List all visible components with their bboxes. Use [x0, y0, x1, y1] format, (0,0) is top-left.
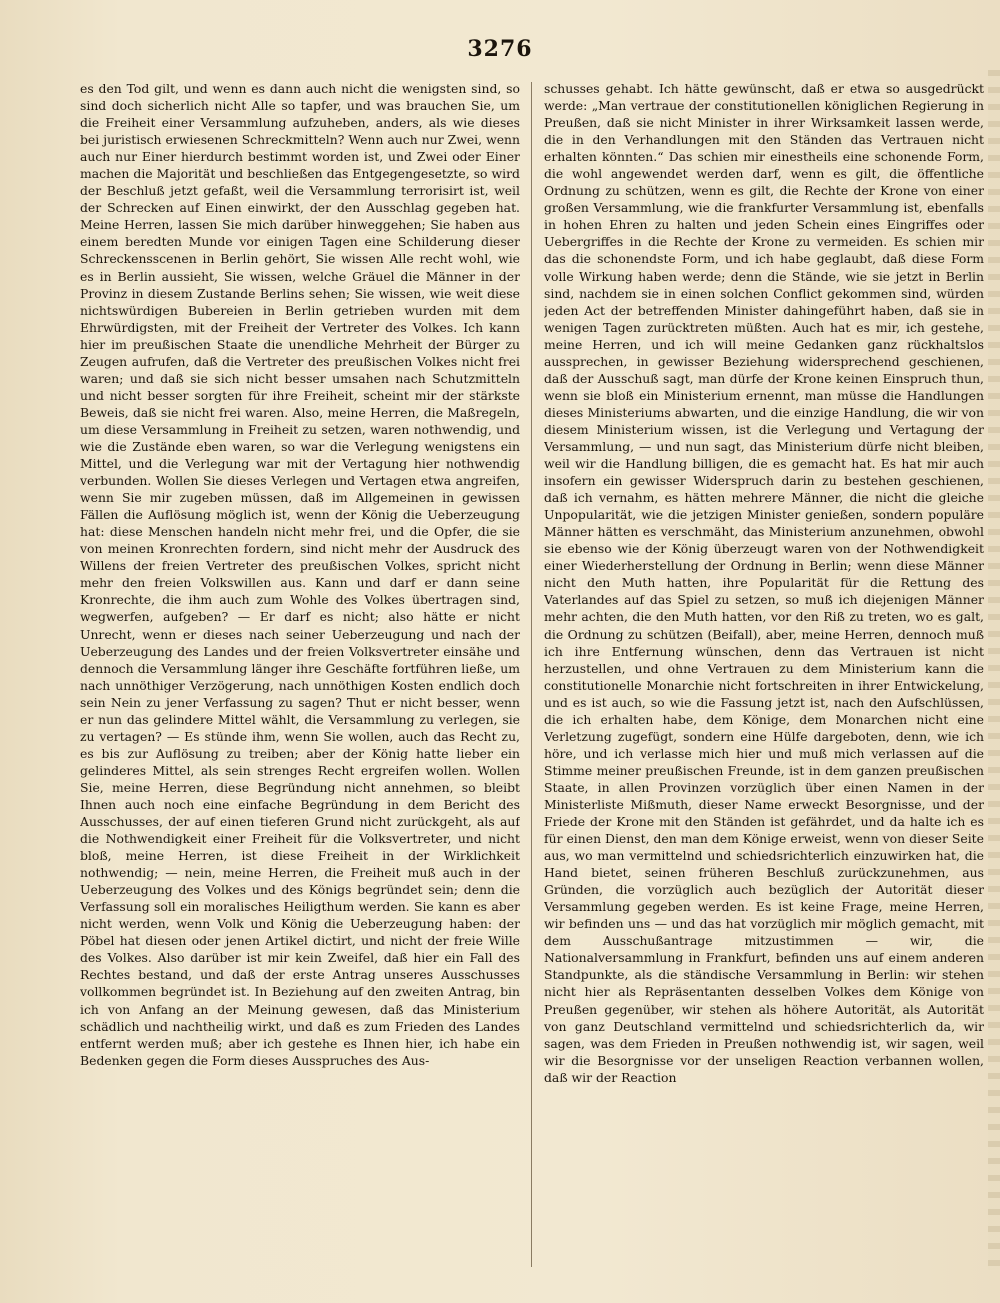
column-divider [531, 82, 532, 1267]
binding-edge [988, 70, 1000, 1270]
text-column-left [80, 80, 520, 1270]
text-column-right [544, 80, 984, 1270]
left-column-text: es den Tod gilt, und wenn es dann auch nicht die wenigsten sind, so sind doch sicherlich nicht Alle so tapfer, und was brauchen Sie, um die Freiheit einer Versammlung aufzuheben, anders, als wie dieses bei juristisch erwiesenen Schreckmitteln? Wenn auch nur Zwei, wenn auch nur Einer hierdurch bestimmt worden ist, und Zwei oder Einer machen die Majorität und beschließen das Entgegengesetzte, so wird der Beschluß jetzt gefaßt, weil die Versammlung terrorisirt ist, weil der Schrecken auf Einen einwirkt, der den Ausschlag gegeben hat. Meine Herren, lassen Sie mich darüber hinweggehen; Sie haben aus einem beredten Munde vor einigen Tagen eine Schilderung dieser Schreckensscenen in Berlin gehört, Sie wissen Alle recht wohl, wie es in Berlin aussieht, Sie wissen, welche Gräuel die Männer in der Provinz in diesem Zustande Berlins sehen; Sie wissen, wie weit diese nichtswürdigen Bubereien in Berlin getrieben wurden mit dem Ehrwürdigsten, mit der Freiheit der Vertreter des Volkes. Ich kann hier im preußischen Staate die unendliche Mehrheit der Bürger zu Zeugen aufrufen, daß die Vertreter des preußischen Volkes nicht frei waren; und daß sie sich nicht besser umsahen nach Schutzmitteln und nicht besser sorgten für ihre Freiheit, scheint mir der stärkste Beweis, daß sie nicht frei waren. Also, meine Herren, die Maßregeln, um diese Versammlung in Freiheit zu setzen, waren nothwendig, und wie die Zustände eben waren, so war die Verlegung wenigstens ein Mittel, und die Verlegung war mit der Vertagung hier nothwendig verbunden. Wollen Sie dieses Verlegen und Vertagen etwa angreifen, wenn Sie mir zugeben müssen, daß im Allgemeinen in gewissen Fällen die Auflösung möglich ist, wenn der König die Ueberzeugung hat: diese Menschen handeln nicht mehr frei, und die Opfer, die sie von meinen Kronrechten fordern, sind nicht mehr der Ausdruck des Willens der freien Vertreter des preußischen Volkes, spricht nicht mehr den freien Volkswillen aus. Kann und darf er dann seine Kronrechte, die ihm auch zum Wohle des Volkes übertragen sind, wegwerfen, aufgeben? — Er darf es nicht; also hätte er nicht Unrecht, wenn er dieses nach seiner Ueberzeugung und nach der Ueberzeugung des Landes und der freien Volksvertreter einsähe und dennoch die Versammlung länger ihre Geschäfte fortführen ließe, um nach unnöthiger Verzögerung, nach unnöthigen Kosten endlich doch sein Nein zu jener Verfassung zu sagen? Thut er nicht besser, wenn er nun das gelindere Mittel wählt, die Versammlung zu verlegen, sie zu vertagen? — Es stünde ihm, wenn Sie wollen, auch das Recht zu, es bis zur Auflösung zu treiben; aber der König hatte lieber ein gelinderes Mittel, als sein strenges Recht ergreifen wollen. Wollen Sie, meine Herren, diese Begründung nicht annehmen, so bleibt Ihnen auch noch eine einfache Begründung in dem Bericht des Ausschusses, der auf einen tieferen Grund nicht zurückgeht, als auf die Nothwendigkeit einer Freiheit für die Volksvertreter, und nicht bloß, meine Herren, ist diese Freiheit in der Wirklichkeit nothwendig; — nein, meine Herren, die Freiheit muß auch in der Ueberzeugung des Volkes und des Königs begründet sein; denn die Verfassung soll ein moralisches Heiligthum werden. Sie kann es aber nicht werden, wenn Volk und König die Ueberzeugung haben: der Pöbel hat diesen oder jenen Artikel dictirt, und nicht der freie Wille des Volkes. Also darüber ist mir kein Zweifel, daß hier ein Fall des Rechtes bestand, und daß der erste Antrag unseres Ausschusses vollkommen begründet ist. In Beziehung auf den zweiten Antrag, bin ich von Anfang an der Meinung gewesen, daß das Ministerium schädlich und nachtheilig wirkt, und daß es zum Frieden des Landes entfernt werden muß; aber ich gestehe es Ihnen hier, ich habe ein Bedenken gegen die Form dieses Ausspruches des Aus- [80, 81, 520, 1068]
right-column-text: schusses gehabt. Ich hätte gewünscht, daß er etwa so ausgedrückt werde: „Man vertraue der constitutionellen königlichen Regierung in Preußen, daß sie nicht Minister in ihrer Wirksamkeit lassen werde, die in den Verhandlungen mit den Ständen das Vertrauen nicht erhalten könnten.“ Das schien mir einestheils eine schonende Form, die wohl angewendet werden darf, wenn es gilt, die öffentliche Ordnung zu schützen, wenn es gilt, die Rechte der Krone von einer großen Versammlung, wie die frankfurter Versammlung ist, ebenfalls in hohen Ehren zu halten und jeden Schein eines Eingriffes oder Uebergriffes in die Rechte der Krone zu vermeiden. Es schien mir das die schonendste Form, und ich habe geglaubt, daß diese Form volle Wirkung haben werde; denn die Stände, wie sie jetzt in Berlin sind, nachdem sie in einen solchen Conflict gekommen sind, würden jeden Act der betreffenden Minister dahingeführt haben, daß sie in wenigen Tagen zurücktreten müßten. Auch hat es mir, ich gestehe, meine Herren, und ich will meine Gedanken ganz rückhaltslos aussprechen, in gewisser Beziehung widersprechend geschienen, daß der Ausschuß sagt, man dürfe der Krone keinen Einspruch thun, wenn sie bloß ein Ministerium ernennt, man müsse die Handlungen dieses Ministeriums abwarten, und die einzige Handlung, die wir von diesem Ministerium wissen, ist die Verlegung und Vertagung der Versammlung, — und nun sagt, das Ministerium dürfe nicht bleiben, weil wir die Handlung billigen, die es gemacht hat. Es hat mir auch insofern ein gewisser Widerspruch darin zu bestehen geschienen, daß ich vernahm, es hätten mehrere Männer, die nicht die gleiche Unpopularität, wie die jetzigen Minister genießen, sondern populäre Männer hätten es verschmäht, das Ministerium anzunehmen, obwohl sie ebenso wie der König überzeugt waren von der Nothwendigkeit einer Wiederherstellung der Ordnung in Berlin; wenn diese Männer nicht den Muth hatten, ihre Popularität für die Rettung des Vaterlandes auf das Spiel zu setzen, so muß ich diejenigen Männer mehr achten, die den Muth hatten, vor den Riß zu treten, wo es galt, die Ordnung zu schützen (Beifall), aber, meine Herren, dennoch muß ich ihre Entfernung wünschen, denn das Vertrauen ist nicht herzustellen, und ohne Vertrauen zu dem Ministerium kann die constitutionelle Monarchie nicht fortschreiten in ihrer Entwickelung, und es ist auch, so wie die Fassung jetzt ist, nach den Aufschlüssen, die ich erhalten habe, dem Könige, dem Monarchen nicht eine Verletzung zugefügt, sondern eine Hülfe dargeboten, denn, wie ich höre, und ich verlasse mich hier und muß mich verlassen auf die Stimme meiner preußischen Freunde, ist in dem ganzen preußischen Staate, in allen Provinzen vorzüglich über einen Namen in der Ministerliste Mißmuth, dieser Name erweckt Besorgnisse, und der Friede der Krone mit den Ständen ist gefährdet, und da halte ich es für einen Dienst, den man dem Könige erweist, wenn von dieser Seite aus, wo man vermittelnd und schiedsrichterlich einzuwirken hat, die Hand bietet, seinen früheren Beschluß zurückzunehmen, aus Gründen, die vorzüglich auch bezüglich der Autorität dieser Versammlung gegeben werden. Es ist keine Frage, meine Herren, wir befinden uns — und das hat vorzüglich mir möglich gemacht, mit dem Ausschußantrage mitzustimmen — wir, die Nationalversammlung in Frankfurt, befinden uns auf einem anderen Standpunkte, als die ständische Versammlung in Berlin: wir stehen nicht hier als Repräsentanten desselben Volkes dem Könige von Preußen gegenüber, wir stehen als höhere Autorität, als Autorität von ganz Deutschland vermittelnd und schiedsrichterlich da, wir sagen, was dem Frieden in Preußen nothwendig ist, wir sagen, weil wir die Besorgnisse vor der unseligen Reaction verbannen wollen, daß wir der Reaction [544, 81, 984, 1085]
page-number: 3276 [467, 36, 533, 62]
